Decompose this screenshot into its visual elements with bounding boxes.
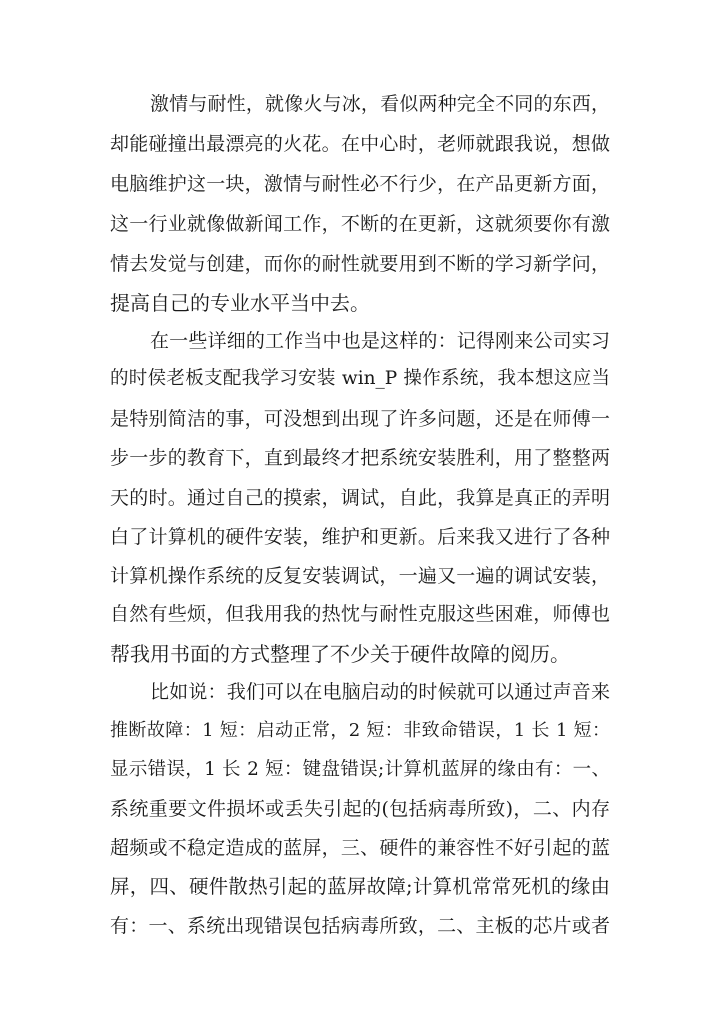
paragraph-3-line-3: 显示错误，1 长 2 短：键盘错误;计算机蓝屏的缘由有：一、 [110, 759, 610, 780]
paragraph-1-line-4: 这一行业就像做新闻工作，不断的在更新，这就须要你有激 [110, 213, 610, 235]
paragraph-1-line-3: 电脑维护这一块，激情与耐性必不行少，在产品更新方面， [110, 173, 610, 195]
paragraph-2-line-5: 天的时。通过自己的摸索，调试，自此，我算是真正的弄明 [110, 487, 610, 509]
paragraph-2-line-4: 步一步的教育下，直到最终才把系统安装胜利，用了整整两 [110, 447, 610, 469]
paragraph-3-line-4: 系统重要文件损坏或丢失引起的(包括病毒所致)，二、内存 [110, 798, 610, 820]
paragraph-2-line-2: 的时侯老板支配我学习安装 win_P 操作系统，我本想这应当 [110, 368, 610, 389]
paragraph-1-line-6: 提高自己的专业水平当中去。 [110, 291, 370, 315]
paragraph-1-line-1: 激情与耐性，就像火与冰，看似两种完全不同的东西， [150, 93, 610, 115]
paragraph-1-line-2: 却能碰撞出最漂亮的火花。在中心时，老师就跟我说，想做 [110, 133, 610, 155]
paragraph-2-line-3: 是特别简洁的事，可没想到出现了许多问题，还是在师傅一 [110, 408, 610, 430]
paragraph-2-line-9: 帮我用书面的方式整理了不少关于硬件故障的阅历。 [110, 642, 570, 666]
paragraph-2-line-8: 自然有些烦，但我用我的热忱与耐性克服这些困难，师傅也 [110, 603, 610, 625]
paragraph-1-line-5: 情去发觉与创建，而你的耐性就要用到不断的学习新学问， [110, 253, 610, 275]
paragraph-2-line-7: 计算机操作系统的反复安装调试，一遍又一遍的调试安装， [110, 565, 610, 587]
paragraph-2-line-1: 在一些详细的工作当中也是这样的：记得刚来公司实习 [150, 330, 610, 352]
paragraph-3-line-7: 有：一、系统出现错误包括病毒所致，二、主板的芯片或者 [110, 915, 610, 937]
paragraph-3-line-2: 推断故障：1 短：启动正常，2 短：非致命错误，1 长 1 短： [110, 720, 610, 741]
paragraph-2-line-6: 白了计算机的硬件安装，维护和更新。后来我又进行了各种 [110, 526, 610, 548]
paragraph-3-line-1: 比如说：我们可以在电脑启动的时候就可以通过声音来 [150, 681, 610, 703]
paragraph-3-line-6: 屏，四、硬件散热引起的蓝屏故障;计算机常常死机的缘由 [110, 875, 610, 898]
paragraph-3-line-5: 超频或不稳定造成的蓝屏，三、硬件的兼容性不好引起的蓝 [110, 837, 610, 859]
